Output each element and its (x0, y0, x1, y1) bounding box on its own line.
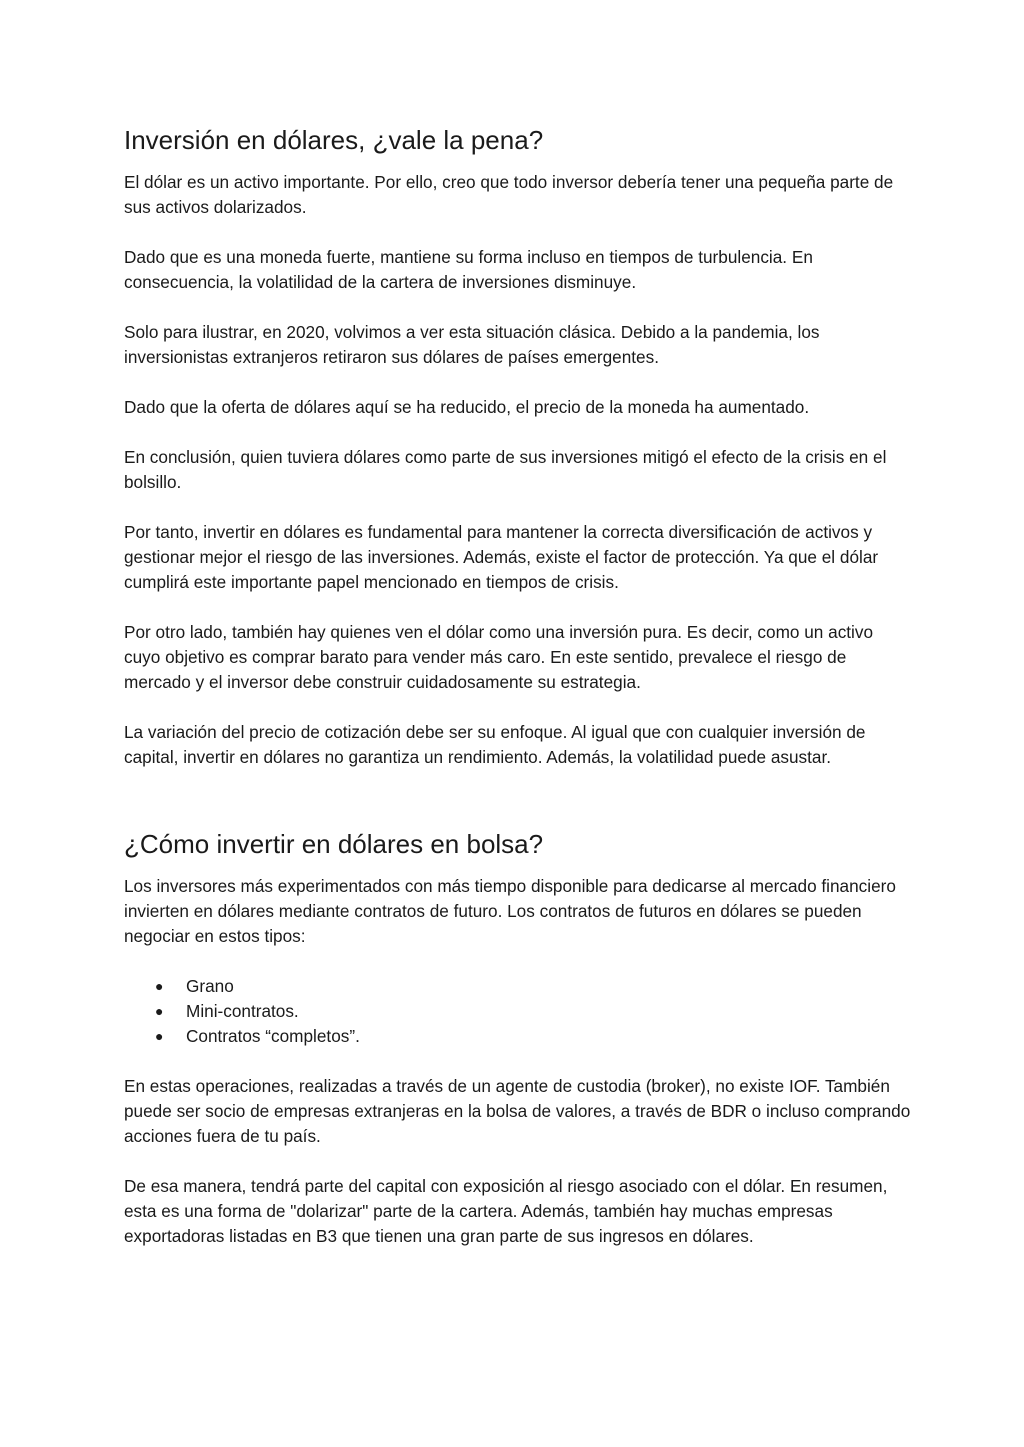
bullet-icon: ● (155, 1028, 164, 1044)
paragraph: Los inversores más experimentados con más tiempo disponible para dedicarse al mercado financiero invierten en dólares mediante contratos de futuro. Los contratos de futuros en dólares se pueden negociar en estos tipos: (124, 876, 896, 946)
paragraph: Solo para ilustrar, en 2020, volvimos a ver esta situación clásica. Debido a la pandemia, los inversionistas extranjeros retiraron sus dólares de países emergentes. (124, 322, 820, 367)
list-item-text: Grano (186, 976, 234, 996)
list-item-text: Contratos “completos”. (186, 1026, 360, 1046)
paragraph: En conclusión, quien tuviera dólares como parte de sus inversiones mitigó el efecto de la crisis en el bolsillo. (124, 447, 887, 492)
bullet-icon: ● (155, 1003, 164, 1019)
paragraph: Dado que la oferta de dólares aquí se ha reducido, el precio de la moneda ha aumentado. (124, 397, 810, 417)
paragraph: Por otro lado, también hay quienes ven el dólar como una inversión pura. Es decir, como un activo cuyo objetivo es comprar barato para vender más caro. En este sentido, prevalece el riesgo de mercado y el inversor debe construir cuidadosamente su estrategia. (124, 622, 874, 692)
paragraph: En estas operaciones, realizadas a través de un agente de custodia (broker), no existe IOF. También puede ser socio de empresas extranjeras en la bolsa de valores, a través de BDR o incluso comprando acciones fuera de tu país. (124, 1076, 911, 1146)
paragraph: La variación del precio de cotización debe ser su enfoque. Al igual que con cualquier inversión de capital, invertir en dólares no garantiza un rendimiento. Además, la volatilidad puede asustar. (124, 722, 866, 767)
contract-types-list (124, 974, 914, 1049)
bullet-icon: ● (155, 978, 164, 994)
list-item (124, 1024, 914, 1049)
paragraph: Dado que es una moneda fuerte, mantiene su forma incluso en tiempos de turbulencia. En consecuencia, la volatilidad de la cartera de inversiones disminuye. (124, 247, 813, 292)
paragraph: De esa manera, tendrá parte del capital con exposición al riesgo asociado con el dólar. En resumen, esta es una forma de "dolarizar" parte de la cartera. Además, también hay muchas empresas exportadoras listadas en B3 que tienen una gran parte de sus ingresos en dólares. (124, 1176, 888, 1246)
section-heading-como-invertir: ¿Cómo invertir en dólares en bolsa? (124, 829, 544, 859)
list-item (124, 999, 914, 1024)
list-item-text: Mini-contratos. (186, 1001, 299, 1021)
paragraph: El dólar es un activo importante. Por ello, creo que todo inversor debería tener una pequeña parte de sus activos dolarizados. (124, 172, 894, 217)
list-item (124, 974, 914, 999)
paragraph: Por tanto, invertir en dólares es fundamental para mantener la correcta diversificación de activos y gestionar mejor el riesgo de las inversiones. Además, existe el factor de protección. Ya que el dólar cumplirá este importante papel mencionado en tiempos de crisis. (124, 522, 879, 592)
section-heading-inversion: Inversión en dólares, ¿vale la pena? (124, 125, 544, 155)
document-page (124, 121, 914, 1274)
